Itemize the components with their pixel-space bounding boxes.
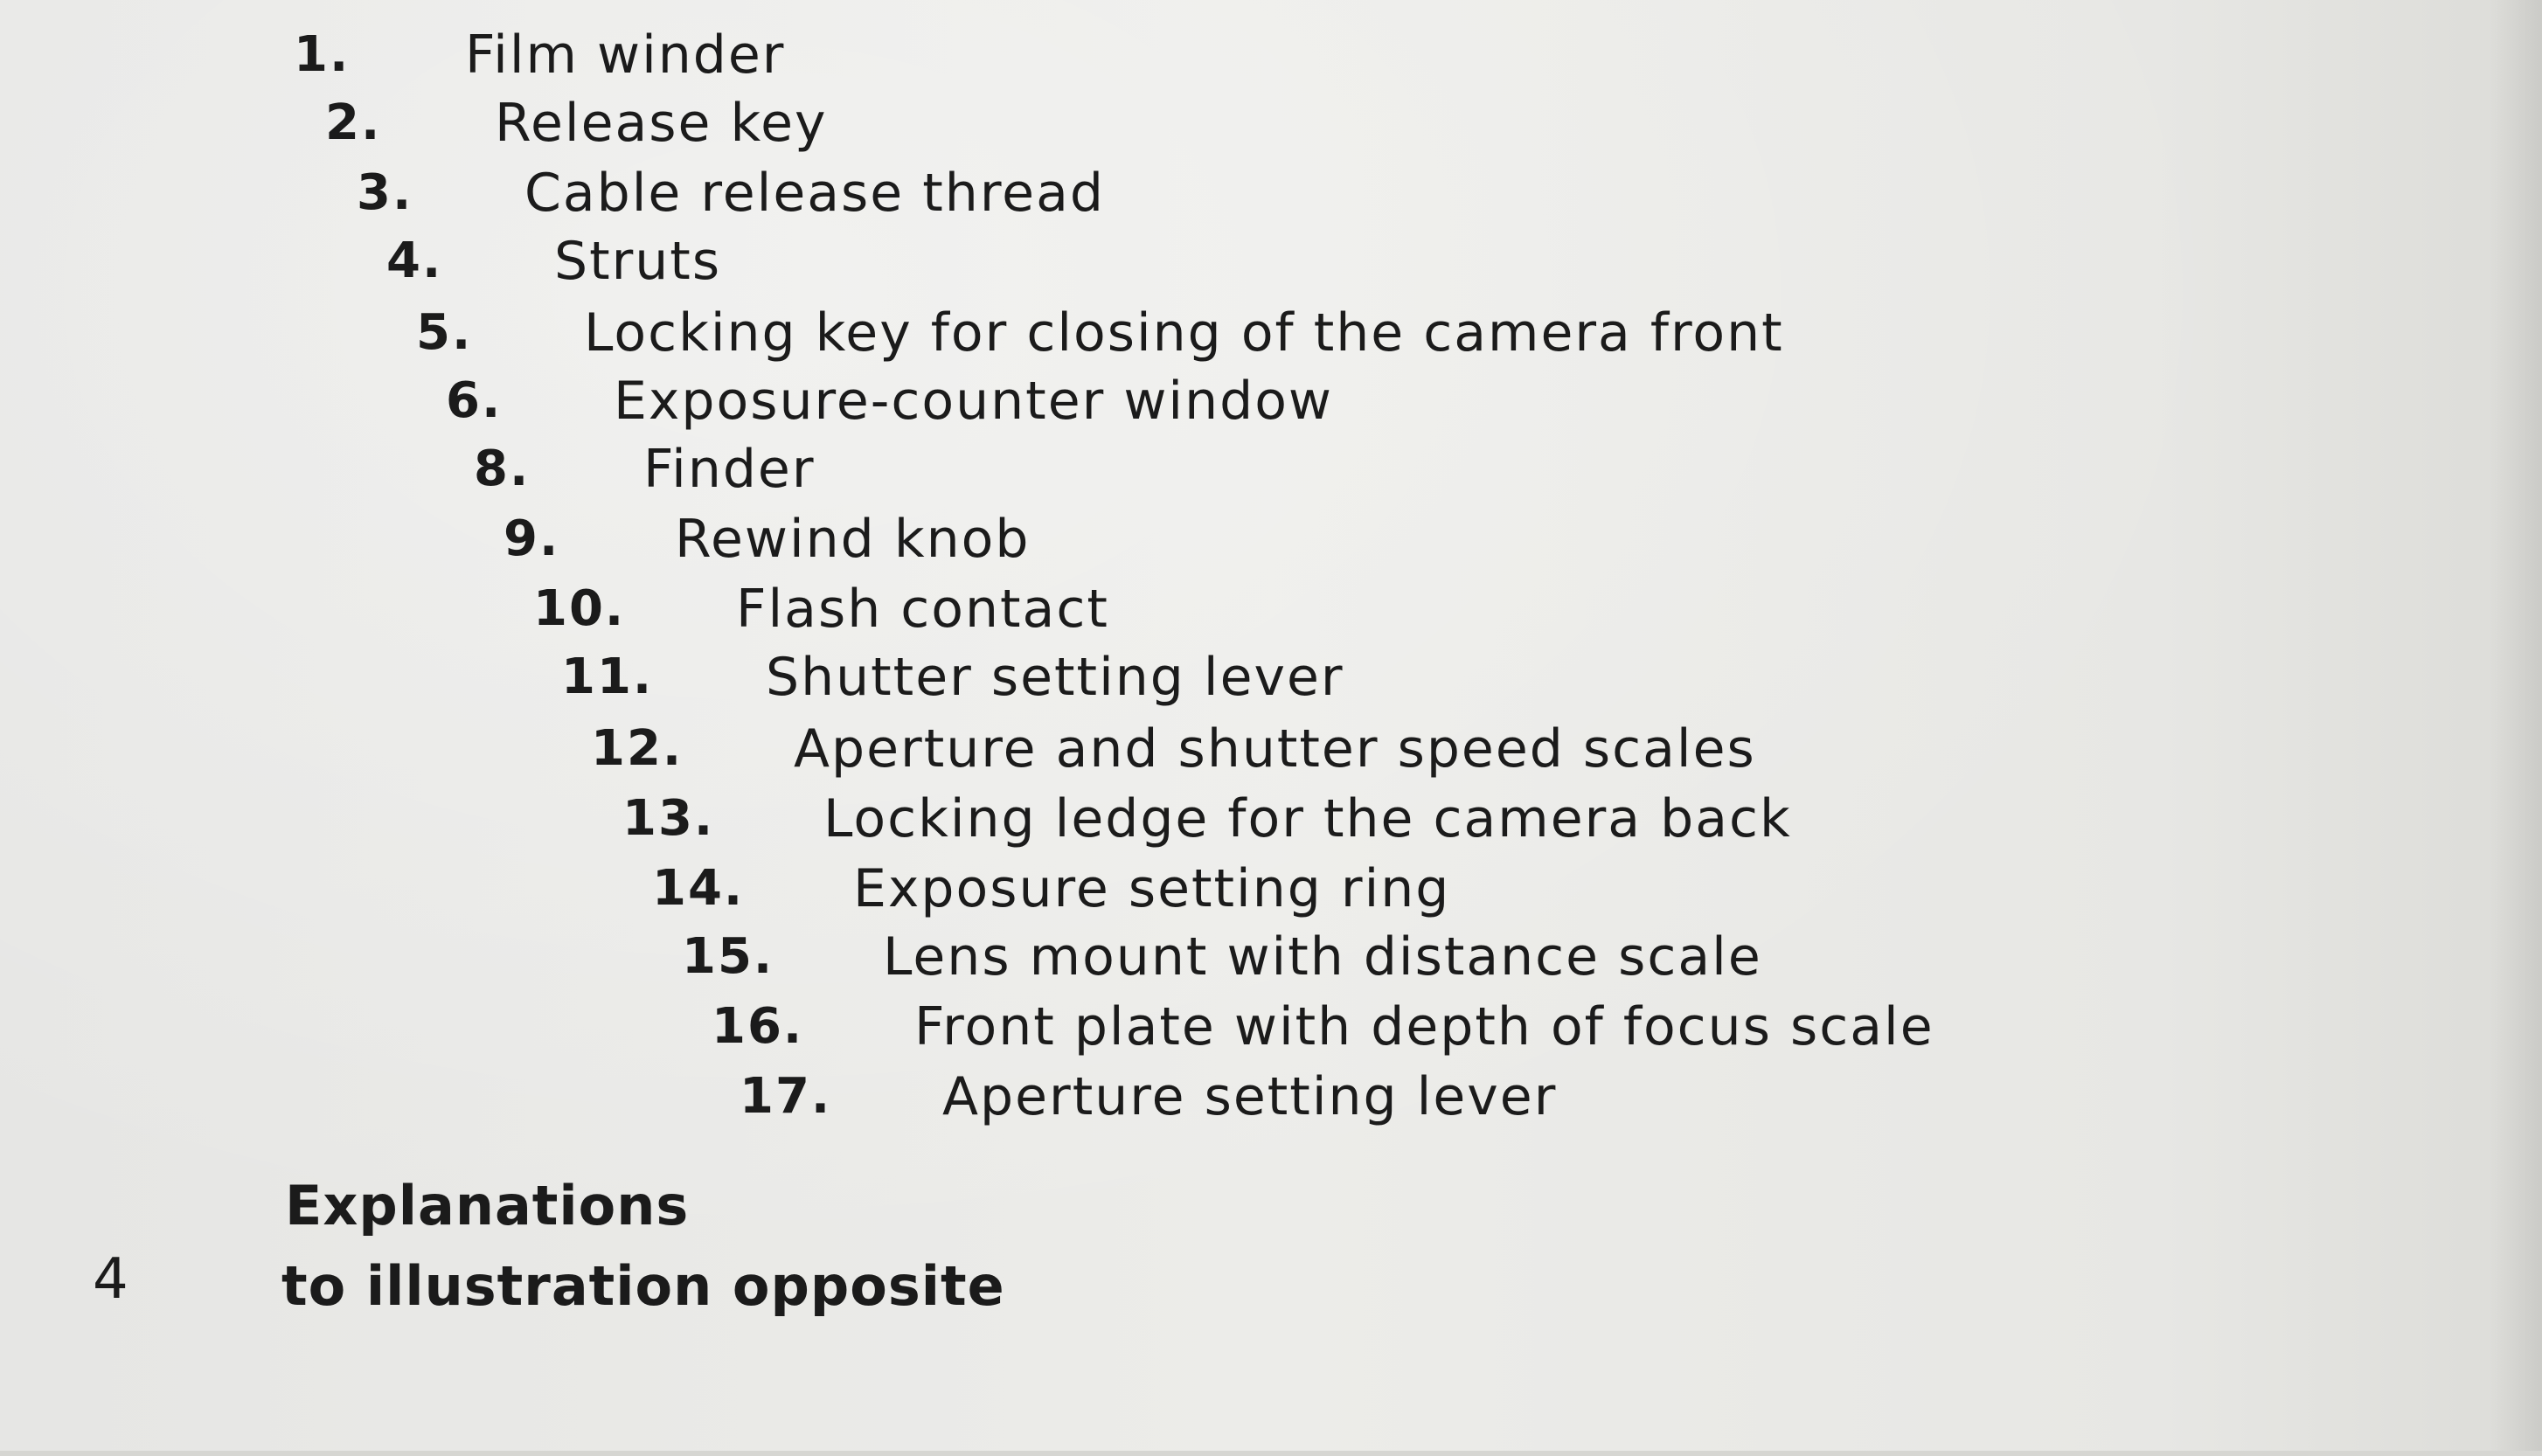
page-number: 4 [93, 1247, 128, 1312]
legend-item-label: Aperture setting lever [942, 1066, 1558, 1127]
legend-item-label: Exposure setting ring [853, 858, 1451, 919]
legend-item-number: 6. [446, 372, 503, 429]
legend-item-number: 17. [740, 1068, 832, 1125]
legend-item-number: 4. [386, 232, 443, 289]
legend-item-number: 10. [533, 580, 626, 637]
legend-item-number: 5. [416, 304, 473, 361]
legend-item-label: Cable release thread [524, 163, 1105, 224]
legend-item-number: 8. [474, 440, 531, 497]
legend-item-label: Exposure-counter window [614, 371, 1333, 432]
legend-item-number: 11. [561, 648, 654, 705]
legend-item-label: Struts [554, 231, 722, 292]
legend-item-number: 15. [682, 928, 774, 985]
legend-item-number: 2. [325, 94, 382, 151]
legend-item-number: 9. [504, 510, 560, 567]
legend-item-label: Release key [495, 93, 828, 154]
legend-item-label: Front plate with depth of focus scale [914, 996, 1934, 1057]
legend-item-label: Film winder [465, 24, 786, 86]
legend-item-number: 3. [357, 164, 413, 221]
legend-item-number: 1. [294, 26, 351, 83]
caption-subtitle: to illustration opposite [281, 1254, 1005, 1318]
legend-item-number: 13. [622, 790, 715, 847]
legend-item-label: Shutter setting lever [766, 647, 1344, 708]
legend-item-number: 12. [591, 720, 684, 777]
legend-item-label: Locking ledge for the camera back [823, 788, 1792, 849]
legend-item-label: Aperture and shutter speed scales [794, 718, 1756, 780]
page-edge-shadow [2490, 0, 2542, 1456]
legend-item-label: Finder [643, 439, 816, 500]
legend-item-label: Locking key for closing of the camera front [584, 302, 1784, 364]
legend-item-label: Flash contact [736, 579, 1109, 640]
legend-item-number: 16. [712, 998, 804, 1055]
page-bottom-edge [0, 1451, 2542, 1456]
caption-title: Explanations [285, 1174, 690, 1238]
legend-item-label: Lens mount with distance scale [883, 926, 1762, 988]
legend-item-number: 14. [652, 860, 745, 917]
legend-item-label: Rewind knob [675, 509, 1031, 570]
